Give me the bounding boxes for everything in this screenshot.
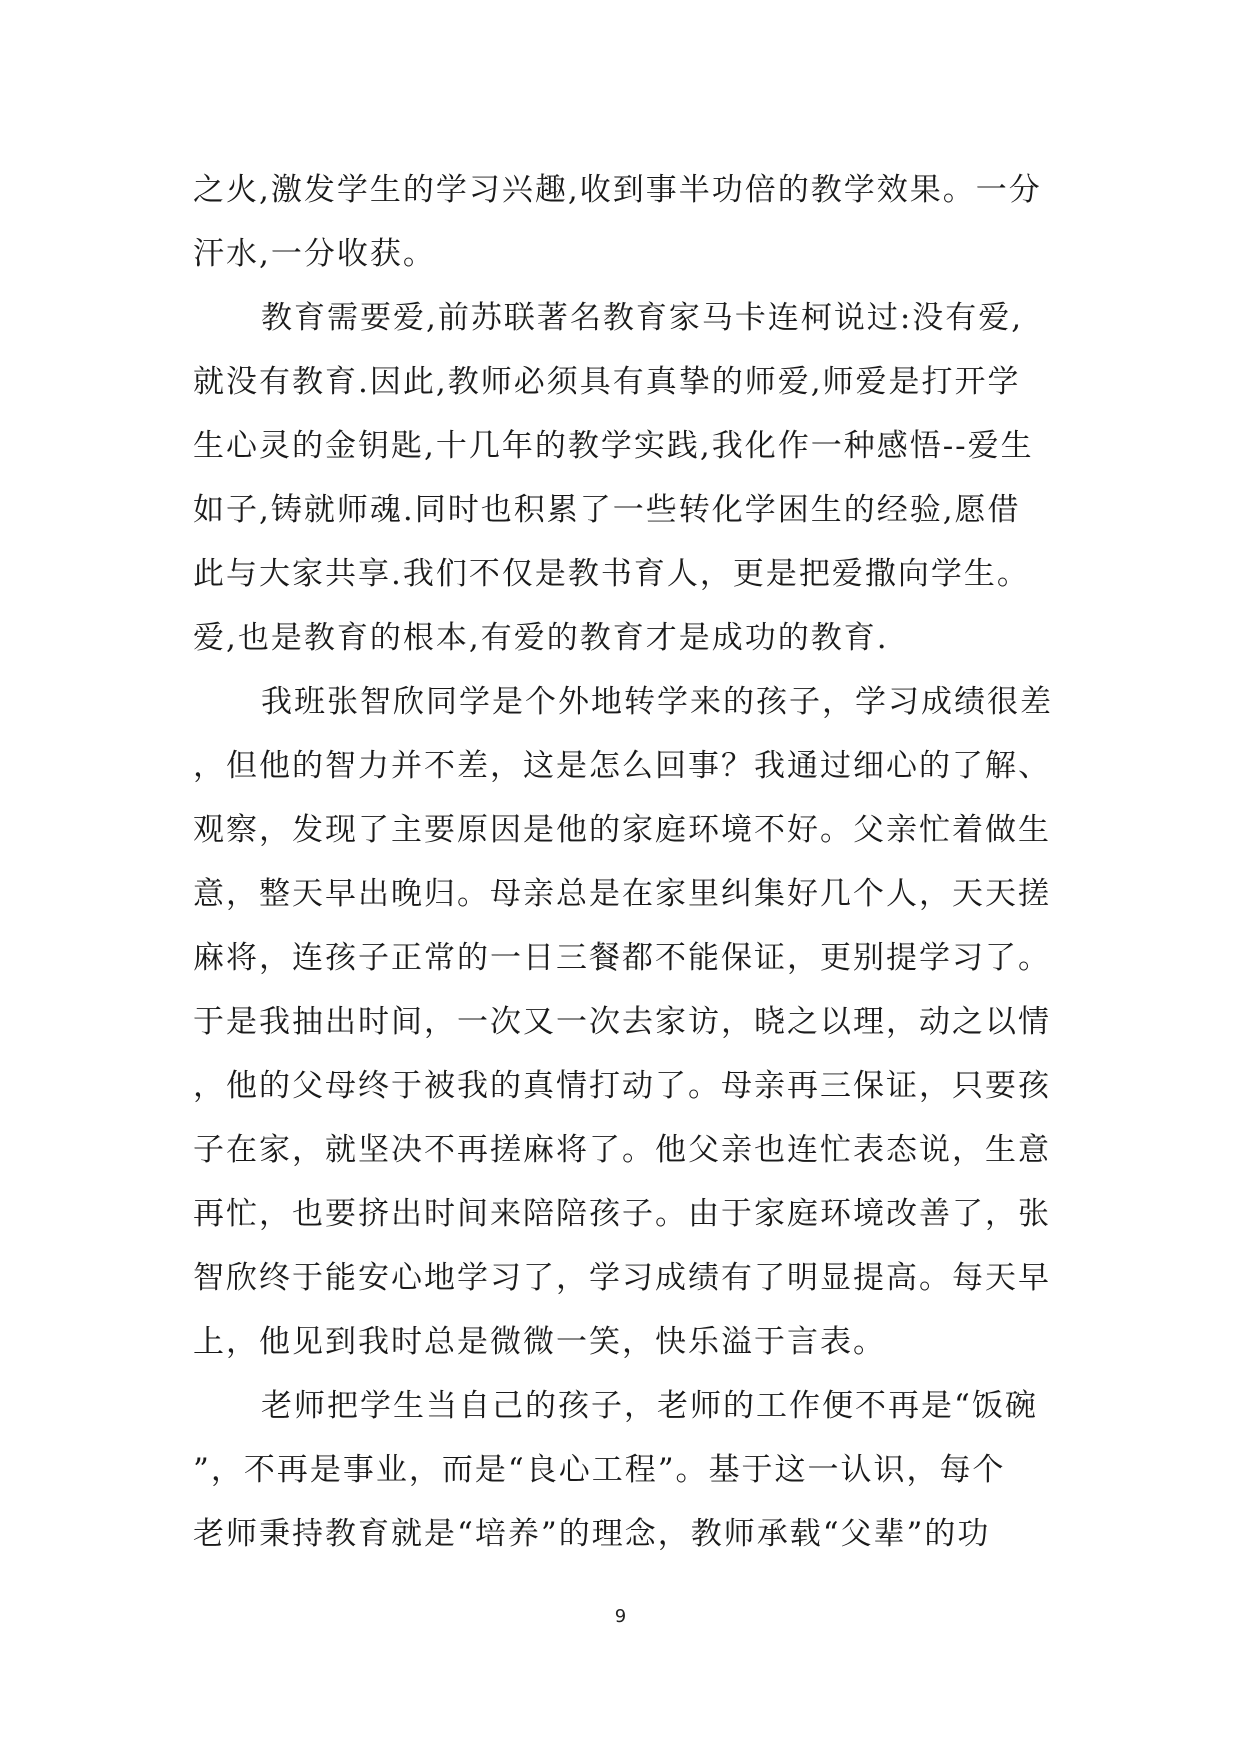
text-line: 老师把学生当自己的孩子，老师的工作便不再是“饭碗	[261, 1388, 1038, 1424]
text-line: 教育需要爱,前苏联著名教育家马卡连柯说过:没有爱,	[261, 300, 1024, 336]
text-line: 再忙，也要挤出时间来陪陪孩子。由于家庭环境改善了，张	[193, 1196, 1051, 1232]
page-number: 9	[614, 1606, 627, 1627]
text-line: 观察，发现了主要原因是他的家庭环境不好。父亲忙着做生	[193, 812, 1051, 848]
text-line: 爱,也是教育的根本,有爱的教育才是成功的教育.	[193, 620, 889, 656]
body-text	[193, 158, 1053, 1566]
text-line: 于是我抽出时间，一次又一次去家访，晓之以理，动之以情	[193, 1004, 1051, 1040]
text-line: 就没有教育.因此,教师必须具有真挚的师爱,师爱是打开学	[193, 364, 1021, 400]
text-line: ，他的父母终于被我的真情打动了。母亲再三保证，只要孩	[193, 1068, 1051, 1104]
text-line: 老师秉持教育就是“培养”的理念，教师承载“父辈”的功	[193, 1516, 991, 1552]
text-line: 如子,铸就师魂.同时也积累了一些转化学困生的经验,愿借	[193, 492, 1021, 528]
text-line: 智欣终于能安心地学习了，学习成绩有了明显提高。每天早	[193, 1260, 1051, 1296]
text-line: 上，他见到我时总是微微一笑，快乐溢于言表。	[193, 1324, 886, 1360]
text-line: 子在家，就坚决不再搓麻将了。他父亲也连忙表态说，生意	[193, 1132, 1051, 1168]
text-line: 麻将，连孩子正常的一日三餐都不能保证，更别提学习了。	[193, 940, 1051, 976]
text-line: 意，整天早出晚归。母亲总是在家里纠集好几个人，天天搓	[193, 876, 1051, 912]
text-line: 我班张智欣同学是个外地转学来的孩子，学习成绩很差	[261, 684, 1053, 720]
text-line: 之火,激发学生的学习兴趣,收到事半功倍的教学效果。一分	[193, 172, 1042, 208]
text-line: 此与大家共享.我们不仅是教书育人，更是把爱撒向学生。	[193, 556, 1030, 592]
text-line: ”，不再是事业，而是“良心工程”。基于这一认识，每个	[193, 1452, 1006, 1488]
text-line: 汗水,一分收获。	[193, 236, 436, 272]
text-line: ，但他的智力并不差，这是怎么回事？我通过细心的了解、	[193, 748, 1051, 784]
text-line: 生心灵的金钥匙,十几年的教学实践,我化作一种感悟--爱生	[193, 428, 1034, 464]
